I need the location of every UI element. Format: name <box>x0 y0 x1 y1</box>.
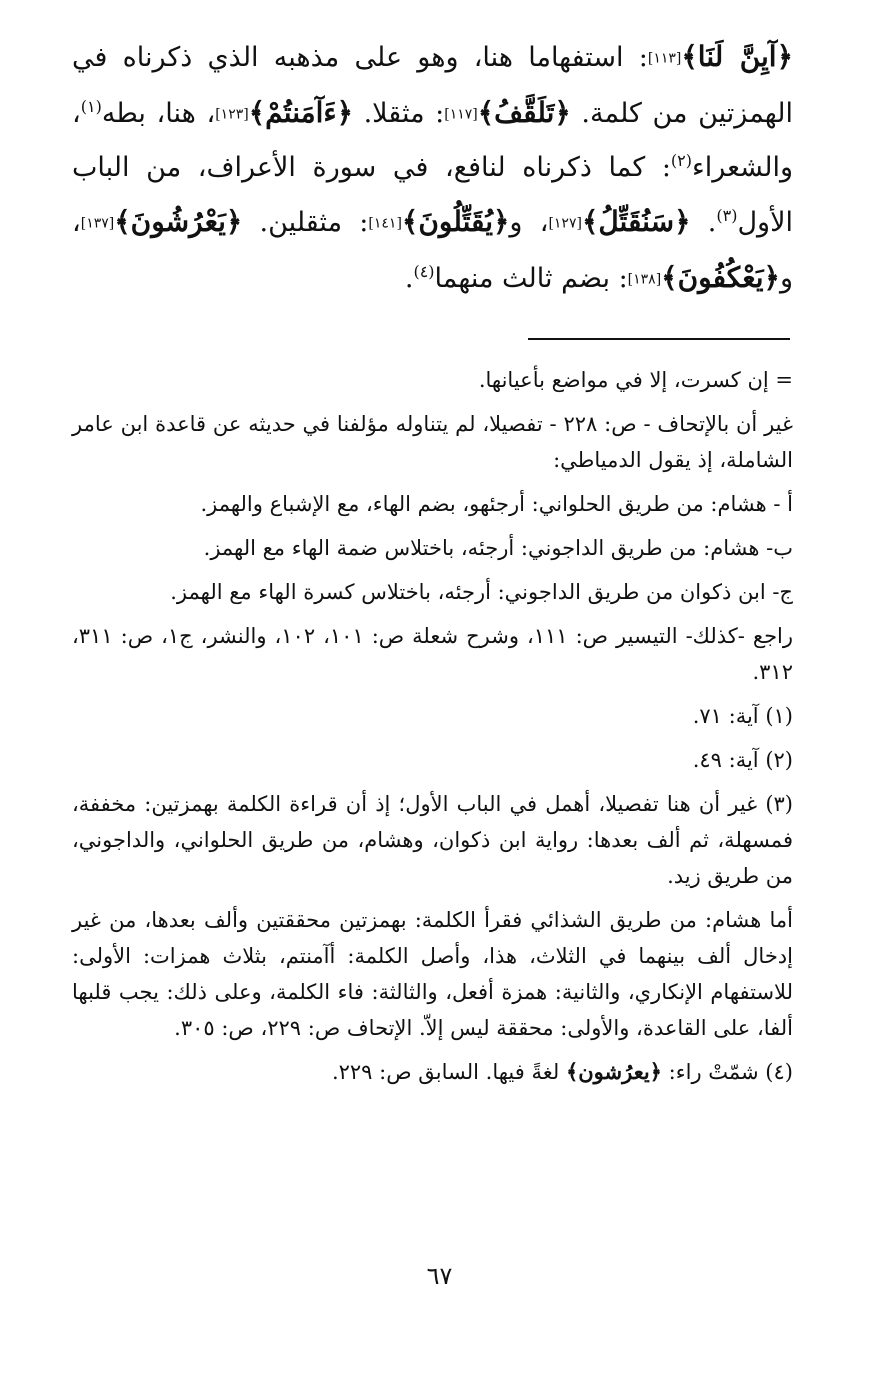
page-number: ٦٧ <box>426 1262 453 1290</box>
footnote-3-continued: أما هشام: من طريق الشذائي فقرأ الكلمة: بهمزتين محققتين وألف بعدها، من غير إدخال ألف بينهما في الثلاث، هذا، وأصل الكلمة: أآمنتم، بثلاث همزات: الأولى: للاستفهام الإنكاري، والثانية: همزة أفعل، والثالثة: فاء الكلمة، وعلى ذلك: يجب قلبها ألفا، على القاعدة، والأولى: محققة ليس إلاّ. الإتحاف ص: ٢٢٩، ص: ٣٠٥. <box>72 908 793 1040</box>
main-text-span: : مثقلين. <box>242 207 369 238</box>
footnote-1: (١) آية: ٧١. <box>692 704 793 728</box>
verse-ref: [١٣٧] <box>80 215 115 232</box>
main-text-span: : استفهاما هنا، وهو على مذهبه الذي ذكرناه في الهمزتين من كلمة. <box>72 42 793 129</box>
verse-ref: [١٣٨] <box>627 271 662 287</box>
footnote-3: (٣) غير أن هنا تفصيلا، أهمل في الباب الأول؛ إذ أن قراءة الكلمة بهمزتين: مخففة، فمسهلة، ثم ألف بعدها: رواية ابن ذكوان، وهشام، من طريق الحلواني، والداجوني، من طريق زيد. <box>72 792 793 888</box>
footnote-marker: (١) <box>80 96 102 116</box>
verse-ref: [١٢٧] <box>548 215 582 232</box>
quran-word: ﴿ءَآمَنتُمْ﴾ <box>248 95 353 129</box>
quran-word: ﴿يَعْرُشُونَ﴾ <box>114 205 243 238</box>
footnote-4-text: (٤) شمّتْ راء: <box>662 1060 793 1084</box>
footnote-marker: (٢) <box>670 151 693 170</box>
quran-word: ﴿يَعْكُفُونَ﴾ <box>661 260 780 294</box>
quran-word: ﴿يُقَتِّلُونَ﴾ <box>401 205 510 238</box>
main-text-span: . <box>404 262 414 294</box>
quran-word: ﴿سَنُقَتِّلُ﴾ <box>581 205 691 238</box>
main-text <box>72 30 793 306</box>
quran-word: ﴿تَلَقَّفُ﴾ <box>477 95 571 129</box>
main-text-span: : كما ذكرناه لنافع، في سورة الأعراف، من الباب الأول <box>72 152 793 238</box>
main-text-span: ، هنا، بطه <box>101 97 216 129</box>
footnote-4-text: لغةً فيها. السابق ص: ٢٢٩. <box>331 1060 566 1084</box>
footnote-continuation: = إن كسرت، إلا في مواضع بأعيانها. <box>478 368 793 392</box>
verse-ref: [١١٣] <box>647 50 682 67</box>
main-text-span: ، و <box>509 207 549 238</box>
main-text-span: ، والشعراء <box>72 97 793 183</box>
quran-word: ﴿آيِنَّ لَنَا﴾ <box>681 40 793 73</box>
footnote-separator <box>528 338 790 340</box>
verse-ref: [١١٧] <box>444 106 478 122</box>
footnote-item-c: ج- ابن ذكوان من طريق الداجوني: أرجئه، باختلاس كسرة الهاء مع الهمز. <box>170 580 793 604</box>
footnotes <box>72 362 793 1098</box>
verse-ref: [١٢٣] <box>215 106 249 122</box>
footnote-paragraph: غير أن بالإتحاف - ص: ٢٢٨ - تفصيلا، لم يتناوله مؤلفنا في حديثه عن قاعدة ابن عامر الشاملة، إذ يقول الدمياطي: <box>72 412 793 472</box>
footnote-references: راجع -كذلك- التيسير ص: ١١١، وشرح شعلة ص: ١٠١، ١٠٢، والنشر، ج١، ص: ٣١١، ٣١٢. <box>72 624 794 684</box>
footnote-item-a: أ - هشام: من طريق الحلواني: أرجئهو، بضم الهاء، مع الإشباع والهمز. <box>200 492 793 516</box>
footnote-2: (٢) آية: ٤٩. <box>692 748 793 772</box>
footnote-item-b: ب- هشام: من طريق الداجوني: أرجئه، باختلاس ضمة الهاء مع الهمز. <box>203 536 793 560</box>
footnote-marker: (٤) <box>413 261 435 281</box>
main-text-span: : بضم ثالث منهما <box>434 262 628 294</box>
footnote-4 <box>72 1054 793 1090</box>
footnote-marker: (٣) <box>716 206 738 225</box>
main-text-span: ، و <box>72 207 793 294</box>
main-text-span: . <box>690 207 717 238</box>
quran-word: ﴿يعرُشون﴾ <box>565 1059 662 1084</box>
verse-ref: [١٤١] <box>368 215 402 232</box>
main-paragraph <box>72 30 793 306</box>
main-text-span: : مثقلا. <box>353 97 445 129</box>
